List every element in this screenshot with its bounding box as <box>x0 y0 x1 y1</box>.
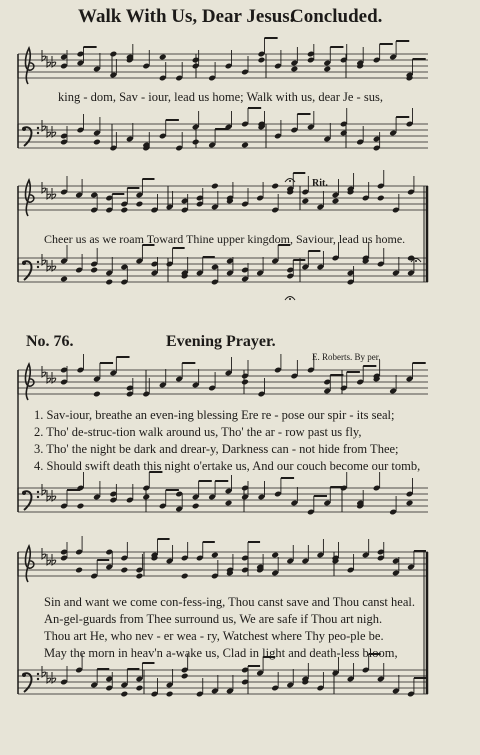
flat-sign <box>47 554 51 565</box>
verse-number: 3. <box>34 442 44 456</box>
note-head <box>93 391 101 398</box>
note-head <box>142 494 150 501</box>
note-head <box>211 183 219 190</box>
verse-line <box>34 408 395 423</box>
flat-sign <box>42 484 46 495</box>
flat-sign <box>42 666 46 677</box>
bass-clef-dot <box>22 127 26 131</box>
fermata-dot <box>289 298 291 300</box>
note-head <box>241 142 249 149</box>
lyric-line: king - dom, Sav - iour, lead us home; Walk with us, dear Je - sus, <box>58 90 383 104</box>
flat-sign <box>52 56 56 67</box>
note-head <box>192 503 200 510</box>
note-head <box>120 567 128 574</box>
lyric-line: Cheer us as we roam Toward Thine upper kingdom, Saviour, lead us home. <box>44 232 406 246</box>
bass-clef-dot <box>37 673 39 675</box>
flat-sign <box>42 182 46 193</box>
verse-line <box>34 442 399 457</box>
page-title: Walk With Us, Dear Jesus. <box>78 6 295 27</box>
verse-text: Sav-iour, breathe an even-ing blessing Ere re - pose our spir - its seal; <box>46 408 395 422</box>
note-head <box>258 57 266 64</box>
note-head <box>192 139 200 146</box>
hymn-number: No. 76. <box>26 333 74 350</box>
note-head <box>135 573 143 580</box>
bass-clef-dot <box>37 678 39 680</box>
verse-text: Tho' the night be dark and drear-y, Darkness can - not hide from Thee; <box>46 442 399 456</box>
verse-text: Should swift death this night o'ertake us, And our couch become our tomb, <box>46 459 421 473</box>
flat-sign <box>42 548 46 559</box>
verse-number: 2. <box>34 425 44 439</box>
note-head <box>290 66 298 73</box>
note-head <box>406 500 414 507</box>
note-head <box>181 573 189 580</box>
flat-sign <box>47 672 51 683</box>
flat-sign <box>52 126 56 137</box>
flat-sign <box>52 372 56 383</box>
note-head <box>75 567 83 574</box>
note-head <box>332 198 340 205</box>
flat-sign <box>47 260 51 271</box>
note-head <box>109 51 117 58</box>
flat-sign <box>52 672 56 683</box>
note-head <box>271 183 279 190</box>
flat-sign <box>52 554 56 565</box>
bass-clef-dot <box>37 261 39 263</box>
hymn-title: Evening Prayer. <box>166 333 276 350</box>
note-head <box>301 198 309 205</box>
note-head <box>166 691 174 698</box>
note-head <box>211 552 219 559</box>
bass-clef-dot <box>22 491 26 495</box>
bass-clef-dot <box>37 496 39 498</box>
verse-line: May the morn in heav'n a-wake us, Clad in light and death-less bloom, <box>44 646 398 660</box>
note-head <box>93 139 101 146</box>
flat-sign <box>47 372 51 383</box>
note-head <box>135 201 143 208</box>
verse-line <box>34 459 420 474</box>
verse-number: 4. <box>34 459 44 473</box>
fermata-dot <box>289 180 291 182</box>
fermata-dot <box>415 260 417 262</box>
flat-sign <box>47 126 51 137</box>
note-head <box>105 279 113 286</box>
flat-sign <box>52 260 56 271</box>
flat-sign <box>47 56 51 67</box>
note-head <box>241 379 249 386</box>
flat-sign <box>42 50 46 61</box>
note-head <box>120 207 128 214</box>
verse-text: Tho' de-struc-tion walk around us, Tho' the ar - row past us fly, <box>46 425 362 439</box>
composer-credit: E. Roberts. By per. <box>312 352 381 362</box>
note-head <box>60 276 68 283</box>
bass-clef-dot <box>37 127 39 129</box>
bass-clef-dot <box>37 132 39 134</box>
note-head <box>181 673 189 680</box>
note-head <box>377 195 385 202</box>
note-head <box>135 685 143 692</box>
note-head <box>120 691 128 698</box>
verse-line: Thou art He, who nev - er wea - ry, Watchest where Thy peo-ple be. <box>44 629 384 643</box>
verse-line: An-gel-guards from Thee surround us, We are safe if Thou art nigh. <box>44 612 383 626</box>
flat-sign <box>42 254 46 265</box>
verse-line <box>34 425 361 440</box>
verse-line: Sin and want we come con-fess-ing, Thou canst save and Thou canst heal. <box>44 595 415 609</box>
flat-sign <box>47 188 51 199</box>
note-head <box>159 54 167 61</box>
note-head <box>77 503 85 510</box>
note-head <box>225 500 233 507</box>
flat-sign <box>42 120 46 131</box>
page-title-suffix: Concluded. <box>290 6 383 27</box>
note-head <box>90 267 98 274</box>
bass-clef-dot <box>22 261 26 265</box>
bass-clef-dot <box>37 266 39 268</box>
note-head <box>323 66 331 73</box>
flat-sign <box>52 188 56 199</box>
ritardando-marking: Rit. <box>312 178 328 189</box>
verse-number: 1. <box>34 408 44 422</box>
flat-sign <box>47 490 51 501</box>
flat-sign <box>52 490 56 501</box>
flat-sign <box>42 366 46 377</box>
bass-clef-dot <box>22 673 26 677</box>
bass-clef-dot <box>37 491 39 493</box>
